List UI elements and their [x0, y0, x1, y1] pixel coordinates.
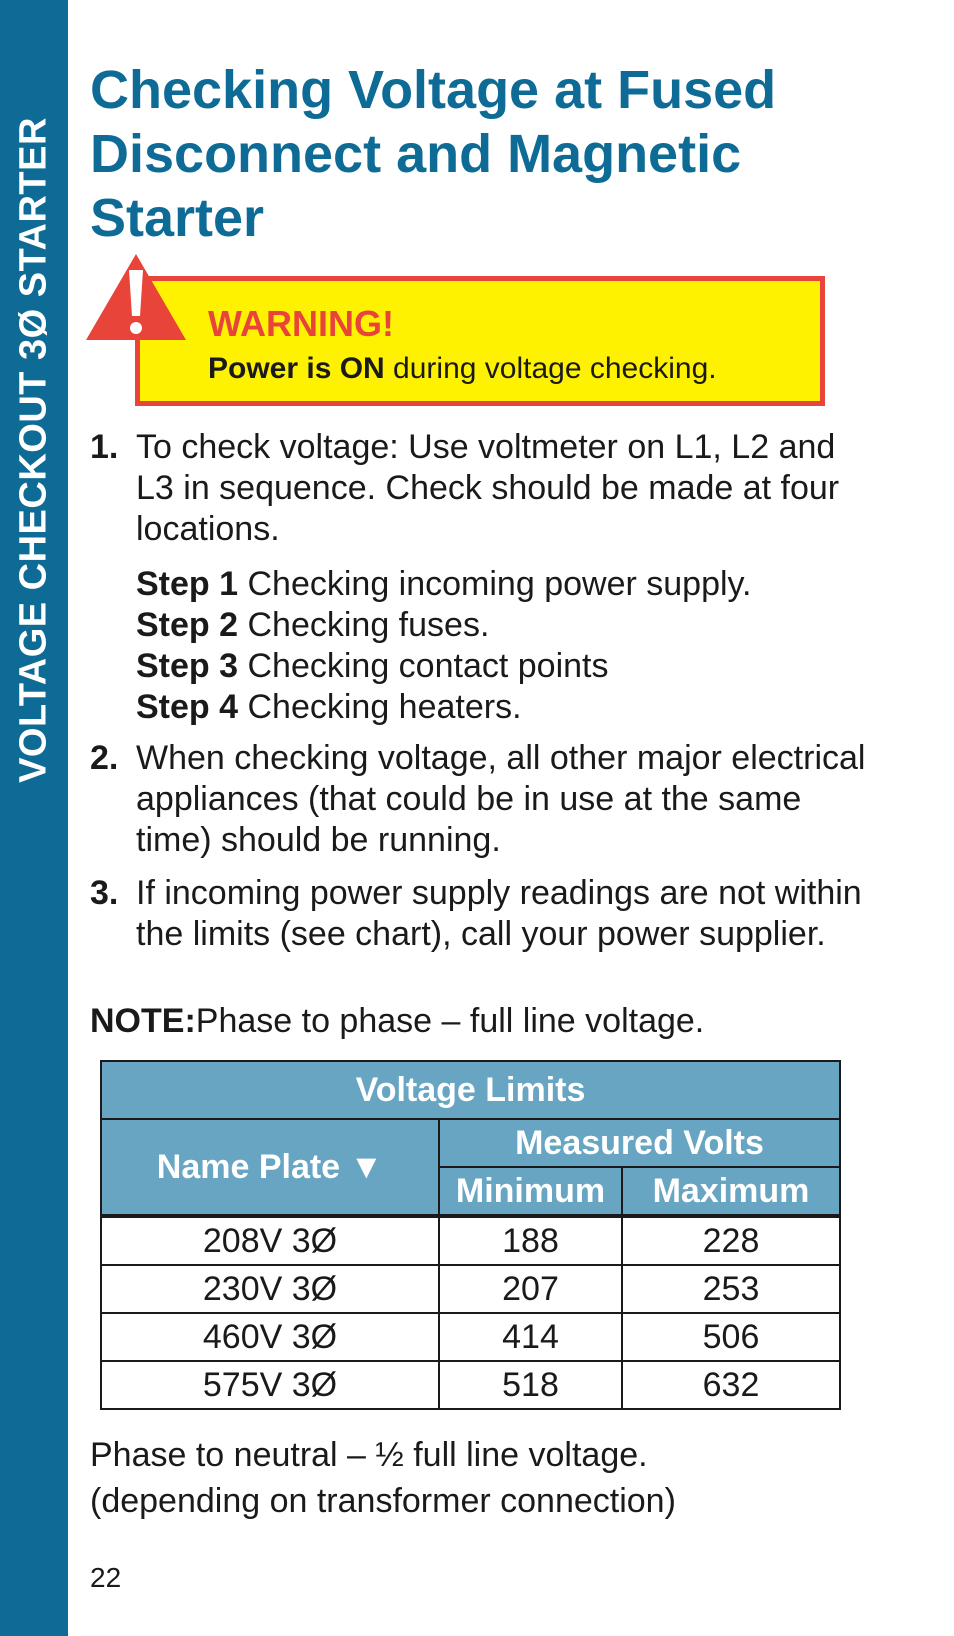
step-list [90, 564, 870, 728]
maximum-cell: 632 [622, 1361, 840, 1409]
note-label: NOTE: [90, 1002, 196, 1040]
footer-line-1: Phase to neutral – ½ full line voltage. [90, 1436, 648, 1474]
warning-triangle-icon [84, 252, 188, 356]
page-number: 22 [90, 1562, 122, 1593]
list-item [90, 873, 870, 955]
step-label: Step 1 [136, 565, 239, 603]
minimum-cell: 207 [439, 1265, 622, 1313]
note-text: Phase to phase – full line voltage. [195, 1002, 705, 1040]
warning-text: during voltage checking. [384, 352, 717, 385]
minimum-header: Minimum [439, 1167, 622, 1216]
warning-heading: WARNING! [208, 303, 394, 344]
step-label: Step 4 [136, 688, 239, 726]
table-row [101, 1361, 840, 1409]
step-label: Step 2 [136, 606, 239, 644]
step-item [136, 646, 870, 687]
measured-volts-header: Measured Volts [439, 1119, 840, 1167]
table-row [101, 1313, 840, 1361]
table-row [101, 1265, 840, 1313]
name-plate-cell: 208V 3Ø [101, 1216, 439, 1265]
name-plate-cell: 575V 3Ø [101, 1361, 439, 1409]
page-title: Checking Voltage at Fused Disconnect and Magnetic Starter [90, 60, 777, 248]
list-item-text: To check voltage: Use voltmeter on L1, L2 and L3 in sequence. Check should be made at four locations. [136, 428, 840, 548]
step-item [136, 687, 870, 728]
maximum-cell: 253 [622, 1265, 840, 1313]
note [90, 1002, 704, 1041]
side-tab [0, 0, 68, 1636]
list-item [90, 427, 870, 550]
footer-line-2: (depending on transformer connection) [90, 1482, 676, 1520]
list-item-text: If incoming power supply readings are not within the limits (see chart), call your power supplier. [136, 874, 862, 953]
step-label: Step 3 [136, 647, 239, 685]
list-item [90, 738, 870, 861]
step-text: Checking heaters. [238, 688, 522, 726]
list-item-text: When checking voltage, all other major electrical appliances (that could be in use at the same time) should be running. [136, 739, 866, 859]
name-plate-header: Name Plate ▼ [101, 1119, 439, 1216]
minimum-cell: 518 [439, 1361, 622, 1409]
maximum-header: Maximum [622, 1167, 840, 1216]
instruction-list [90, 427, 870, 955]
side-tab-label: VOLTAGE CHECKOUT 3Ø STARTER [12, 117, 55, 783]
step-text: Checking contact points [238, 647, 609, 685]
step-text: Checking incoming power supply. [238, 565, 752, 603]
maximum-cell: 506 [622, 1313, 840, 1361]
minimum-cell: 188 [439, 1216, 622, 1265]
step-text: Checking fuses. [238, 606, 490, 644]
maximum-cell: 228 [622, 1216, 840, 1265]
name-plate-cell: 230V 3Ø [101, 1265, 439, 1313]
list-item-number: 3. [90, 874, 119, 912]
step-item [136, 605, 870, 646]
list-item-number: 1. [90, 428, 119, 466]
minimum-cell: 414 [439, 1313, 622, 1361]
name-plate-cell: 460V 3Ø [101, 1313, 439, 1361]
warning-message [208, 352, 717, 386]
warning-bold-text: Power is ON [208, 352, 385, 385]
phase-to-neutral-note [90, 1432, 676, 1524]
voltage-limits-table [100, 1060, 841, 1410]
list-item-number: 2. [90, 739, 119, 777]
table-row [101, 1216, 840, 1265]
table-title: Voltage Limits [101, 1061, 840, 1119]
step-item [136, 564, 870, 605]
